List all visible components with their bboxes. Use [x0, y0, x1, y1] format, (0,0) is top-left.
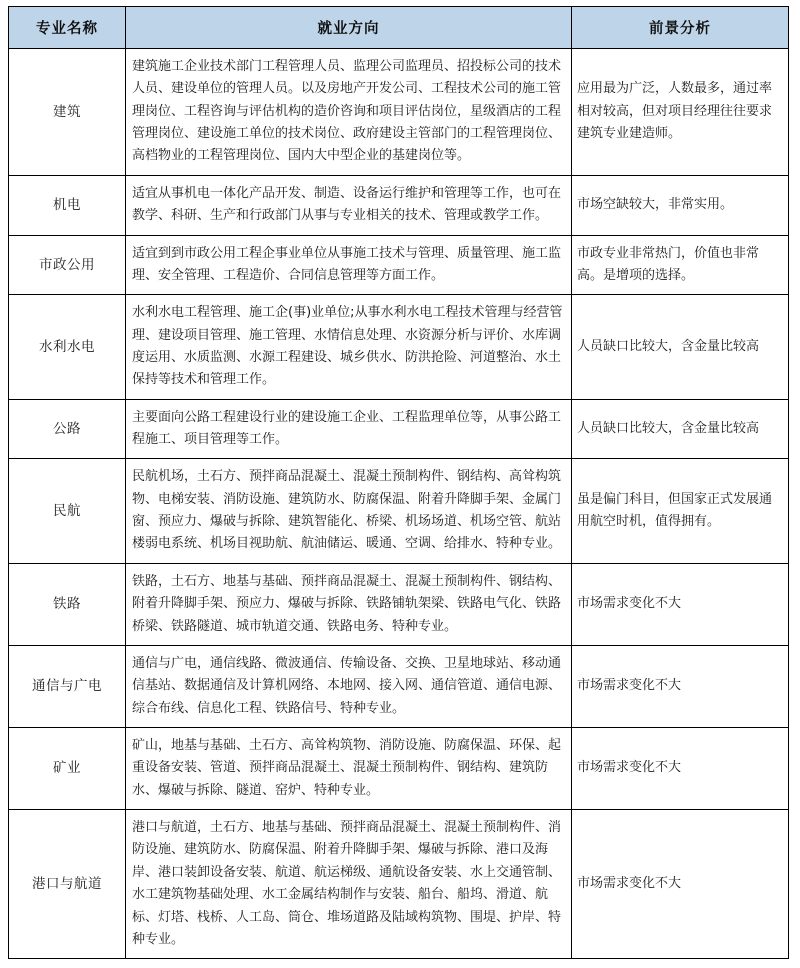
cell-major-name: 港口与航道: [9, 810, 126, 959]
column-header-major-name: 专业名称: [9, 7, 126, 49]
table-row: [9, 235, 789, 295]
table-row: [9, 399, 789, 459]
cell-employment-direction: 主要面向公路工程建设行业的建设施工企业、工程监理单位等，从事公路工程施工、项目管理等工作。: [126, 399, 572, 459]
cell-prospect-analysis: 市场需求变化不大: [572, 727, 789, 809]
cell-employment-direction: 民航机场，土石方、预拌商品混凝土、混凝土预制构件、钢结构、高耸构筑物、电梯安装、消防设施、建筑防水、防腐保温、附着升降脚手架、金属门窗、预应力、爆破与拆除、建筑智能化、桥梁、机场场道、机场空管、航站楼弱电系统、机场目视助航、航油储运、暖通、空调、给排水、特种专业。: [126, 459, 572, 563]
cell-major-name: 铁路: [9, 563, 126, 645]
table-row: [9, 645, 789, 727]
major-table-container: [8, 6, 788, 959]
cell-major-name: 矿业: [9, 727, 126, 809]
table-header-row: [9, 7, 789, 49]
column-header-employment-direction: 就业方向: [126, 7, 572, 49]
cell-major-name: 民航: [9, 459, 126, 563]
column-header-prospect-analysis: 前景分析: [572, 7, 789, 49]
table-row: [9, 175, 789, 235]
cell-major-name: 机电: [9, 175, 126, 235]
table-row: [9, 810, 789, 959]
table-row: [9, 727, 789, 809]
cell-employment-direction: 建筑施工企业技术部门工程管理人员、监理公司监理员、招投标公司的技术人员、建设单位的管理人员。以及房地产开发公司、工程技术公司的施工管理岗位、工程咨询与评估机构的造价咨询和项目评估岗位，星级酒店的工程管理岗位、建设施工单位的技术岗位、政府建设主管部门的工程管理岗位、高档物业的工程管理岗位、国内大中型企业的基建岗位等。: [126, 49, 572, 176]
cell-employment-direction: 矿山，地基与基础、土石方、高耸构筑物、消防设施、防腐保温、环保、起重设备安装、管道、预拌商品混凝土、混凝土预制构件、钢结构、建筑防水、爆破与拆除、隧道、窑炉、特种专业。: [126, 727, 572, 809]
cell-employment-direction: 适宜从事机电一体化产品开发、制造、设备运行维护和管理等工作，也可在教学、科研、生产和行政部门从事与专业相关的技术、管理或教学工作。: [126, 175, 572, 235]
cell-prospect-analysis: 市场需求变化不大: [572, 563, 789, 645]
cell-employment-direction: 铁路，土石方、地基与基础、预拌商品混凝土、混凝土预制构件、钢结构、附着升降脚手架、预应力、爆破与拆除、铁路铺轨架梁、铁路电气化、铁路桥梁、铁路隧道、城市轨道交通、铁路电务、特种专业。: [126, 563, 572, 645]
table-row: [9, 563, 789, 645]
cell-prospect-analysis: 市场空缺较大，非常实用。: [572, 175, 789, 235]
cell-prospect-analysis: 市政专业非常热门，价值也非常高。是增项的选择。: [572, 235, 789, 295]
table-body: [9, 49, 789, 959]
cell-employment-direction: 水利水电工程管理、施工企(事)业单位;从事水利水电工程技术管理与经营管理、建设项目管理、施工管理、水情信息处理、水资源分析与评价、水库调度运用、水质监测、水源工程建设、城乡供水、防洪抢险、河道整治、水土保持等技术和管理工作。: [126, 295, 572, 399]
cell-prospect-analysis: 市场需求变化不大: [572, 810, 789, 959]
cell-prospect-analysis: 应用最为广泛，人数最多，通过率相对较高，但对项目经理往往要求建筑专业建造师。: [572, 49, 789, 176]
table-row: [9, 459, 789, 563]
cell-employment-direction: 通信与广电，通信线路、微波通信、传输设备、交换、卫星地球站、移动通信基站、数据通信及计算机网络、本地网、接入网、通信管道、通信电源、综合布线、信息化工程、铁路信号、特种专业。: [126, 645, 572, 727]
cell-major-name: 市政公用: [9, 235, 126, 295]
cell-prospect-analysis: 虽是偏门科目，但国家正式发展通用航空时机，值得拥有。: [572, 459, 789, 563]
cell-major-name: 通信与广电: [9, 645, 126, 727]
cell-prospect-analysis: 人员缺口比较大，含金量比较高: [572, 399, 789, 459]
major-employment-table: [8, 6, 789, 959]
table-row: [9, 49, 789, 176]
cell-major-name: 建筑: [9, 49, 126, 176]
cell-prospect-analysis: 市场需求变化不大: [572, 645, 789, 727]
table-row: [9, 295, 789, 399]
cell-major-name: 公路: [9, 399, 126, 459]
cell-prospect-analysis: 人员缺口比较大，含金量比较高: [572, 295, 789, 399]
table-header: [9, 7, 789, 49]
cell-employment-direction: 港口与航道，土石方、地基与基础、预拌商品混凝土、混凝土预制构件、消防设施、建筑防水、防腐保温、附着升降脚手架、爆破与拆除、港口及海岸、港口装卸设备安装、航道、航运梯级、通航设备安装、水上交通管制、水工建筑物基础处理、水工金属结构制作与安装、船台、船坞、滑道、航标、灯塔、栈桥、人工岛、筒仓、堆场道路及陆域构筑物、围堤、护岸、特种专业。: [126, 810, 572, 959]
cell-major-name: 水利水电: [9, 295, 126, 399]
cell-employment-direction: 适宜到到市政公用工程企事业单位从事施工技术与管理、质量管理、施工监理、安全管理、工程造价、合同信息管理等方面工作。: [126, 235, 572, 295]
